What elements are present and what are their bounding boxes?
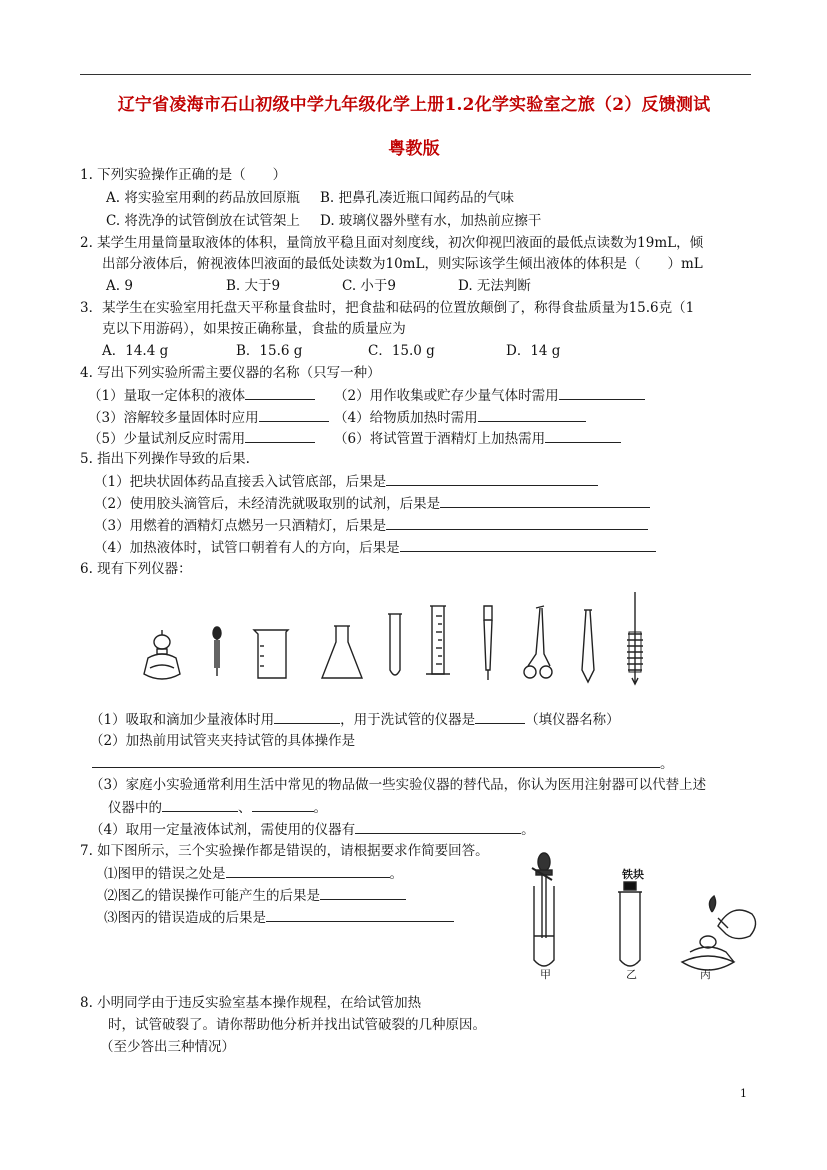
q7-label-a: 甲 <box>540 968 551 981</box>
q4-item-1: （1）量取一定体积的液体 <box>88 386 315 405</box>
q7-item-1: ⑴图甲的错误之处是 。 <box>104 866 403 882</box>
q8-line2: 时，试管破裂了。请你帮助他分析并找出试管破裂的几种原因。 <box>108 1017 486 1033</box>
forceps-icon <box>582 610 594 682</box>
q6-item-2-answer-line: 。 <box>92 754 674 773</box>
alcohol-lamp-icon <box>144 630 180 679</box>
q7-label-iron-block: 铁块 <box>622 868 644 881</box>
q2-option-a: A. 9 <box>106 278 133 294</box>
q1-option-c: C. 将洗净的试管倒放在试管架上 <box>106 213 300 229</box>
q4-item-4: （4）给物质加热时需用 <box>334 408 586 427</box>
q2-option-d: D. 无法判断 <box>458 278 531 294</box>
q6-item-2: （2）加热前用试管夹夹持试管的具体操作是 <box>90 733 356 749</box>
q6-item-3-line1: （3）家庭小实验通常利用生活中常见的物品做一些实验仪器的替代品，你认为医用注射器可以代替上述 <box>90 777 707 793</box>
test-tube-icon <box>388 614 402 675</box>
q6-stem: 6. 现有下列仪器： <box>80 561 192 577</box>
q3-stem-line1: 3．某学生在实验室用托盘天平称量食盐时，把食盐和砝码的位置放颠倒了，称得食盐质量为15.6克（1 <box>80 300 695 316</box>
test-tube-holder-icon <box>484 606 492 680</box>
graduated-cylinder-icon <box>426 606 450 674</box>
q7-item-2: ⑵图乙的错误操作可能产生的后果是 <box>104 886 406 905</box>
q7-item-3: ⑶图丙的错误造成的后果是 <box>104 908 454 927</box>
figure-a-dropper-in-tube <box>532 853 554 966</box>
q5-item-2: （2）使用胶头滴管后，未经清洗就吸取别的试剂，后果是 <box>94 494 650 513</box>
document-subtitle: 粤教版 <box>388 139 440 159</box>
q3-stem-line2: 克以下用游码），如果按正确称量，食盐的质量应为 <box>102 321 406 337</box>
q4-item-5: （5）少量试剂反应时需用 <box>88 429 315 448</box>
q7-stem: 7. 如下图所示，三个实验操作都是错误的，请根据要求作简要回答。 <box>80 843 489 859</box>
q4-item-2: （2）用作收集或贮存少量气体时需用 <box>334 386 645 405</box>
q2-stem-line1: 2. 某学生用量筒量取液体的体积，量筒放平稳且面对刻度线，初次仰视凹液面的最低点读数为19mL，倾 <box>80 235 704 251</box>
q3-option-d: D．14 g <box>506 343 561 359</box>
q4-item-6: （6）将试管置于酒精灯上加热需用 <box>334 429 621 448</box>
q3-option-b: B．15.6 g <box>236 343 303 359</box>
q4-stem: 4. 写出下列实验所需主要仪器的名称（只写一种） <box>80 365 381 381</box>
q5-item-4: （4）加热液体时，试管口朝着有人的方向，后果是 <box>94 538 656 557</box>
q2-option-b: B. 大于9 <box>226 278 281 294</box>
crucible-tongs-icon <box>524 606 552 678</box>
q1-option-a: A. 将实验室用剩的药品放回原瓶 <box>106 190 300 206</box>
q7-label-c: 丙 <box>700 968 711 981</box>
q6-item-3-line2: 仪器中的 、 。 <box>108 800 327 816</box>
beaker-icon <box>254 630 288 678</box>
q1-stem: 1. 下列实验操作正确的是（ ） <box>80 167 287 183</box>
figure-c-lamp-lighting-lamp <box>682 896 756 970</box>
q5-item-3: （3）用燃着的酒精灯点燃另一只酒精灯，后果是 <box>94 516 648 535</box>
q6-item-4: （4）取用一定量液体试剂，需使用的仪器有 。 <box>90 822 535 838</box>
q1-option-d: D. 玻璃仪器外壁有水，加热前应擦干 <box>320 213 542 229</box>
q4-item-3: （3）溶解较多量固体时应用 <box>88 408 329 427</box>
q8-line1: 8. 小明同学由于违反实验室基本操作规程，在给试管加热 <box>80 995 422 1011</box>
dropper-icon <box>213 627 221 676</box>
q5-item-1: （1）把块状固体药品直接丢入试管底部，后果是 <box>94 472 598 491</box>
q2-stem-line2: 出部分液体后，俯视液体凹液面的最低处读数为10mL，则实际该学生倾出液体的体积是（ ）mL <box>102 256 703 272</box>
q7-figures <box>522 842 764 982</box>
q6-item-1: （1）吸取和滴加少量液体时用 ，用于洗试管的仪器是 （填仪器名称） <box>90 712 620 728</box>
q1-option-b: B. 把鼻孔凑近瓶口闻药品的气味 <box>320 190 515 206</box>
conical-flask-icon <box>322 626 362 678</box>
instrument-illustrations <box>140 586 660 688</box>
q3-option-c: C．15.0 g <box>368 343 435 359</box>
header-rule <box>80 74 751 75</box>
q2-option-c: C. 小于9 <box>342 278 397 294</box>
page-number: 1 <box>740 1087 747 1100</box>
q3-option-a: A．14.4 g <box>102 343 169 359</box>
test-tube-brush-icon <box>627 592 643 684</box>
q7-label-b: 乙 <box>626 968 637 981</box>
document-title: 辽宁省凌海市石山初级中学九年级化学上册1.2化学实验室之旅（2）反馈测试 <box>117 95 711 115</box>
q8-line3: （至少答出三种情况） <box>100 1039 235 1055</box>
q5-stem: 5. 指出下列操作导致的后果. <box>80 451 250 467</box>
figure-b-iron-block-tube <box>618 882 642 966</box>
